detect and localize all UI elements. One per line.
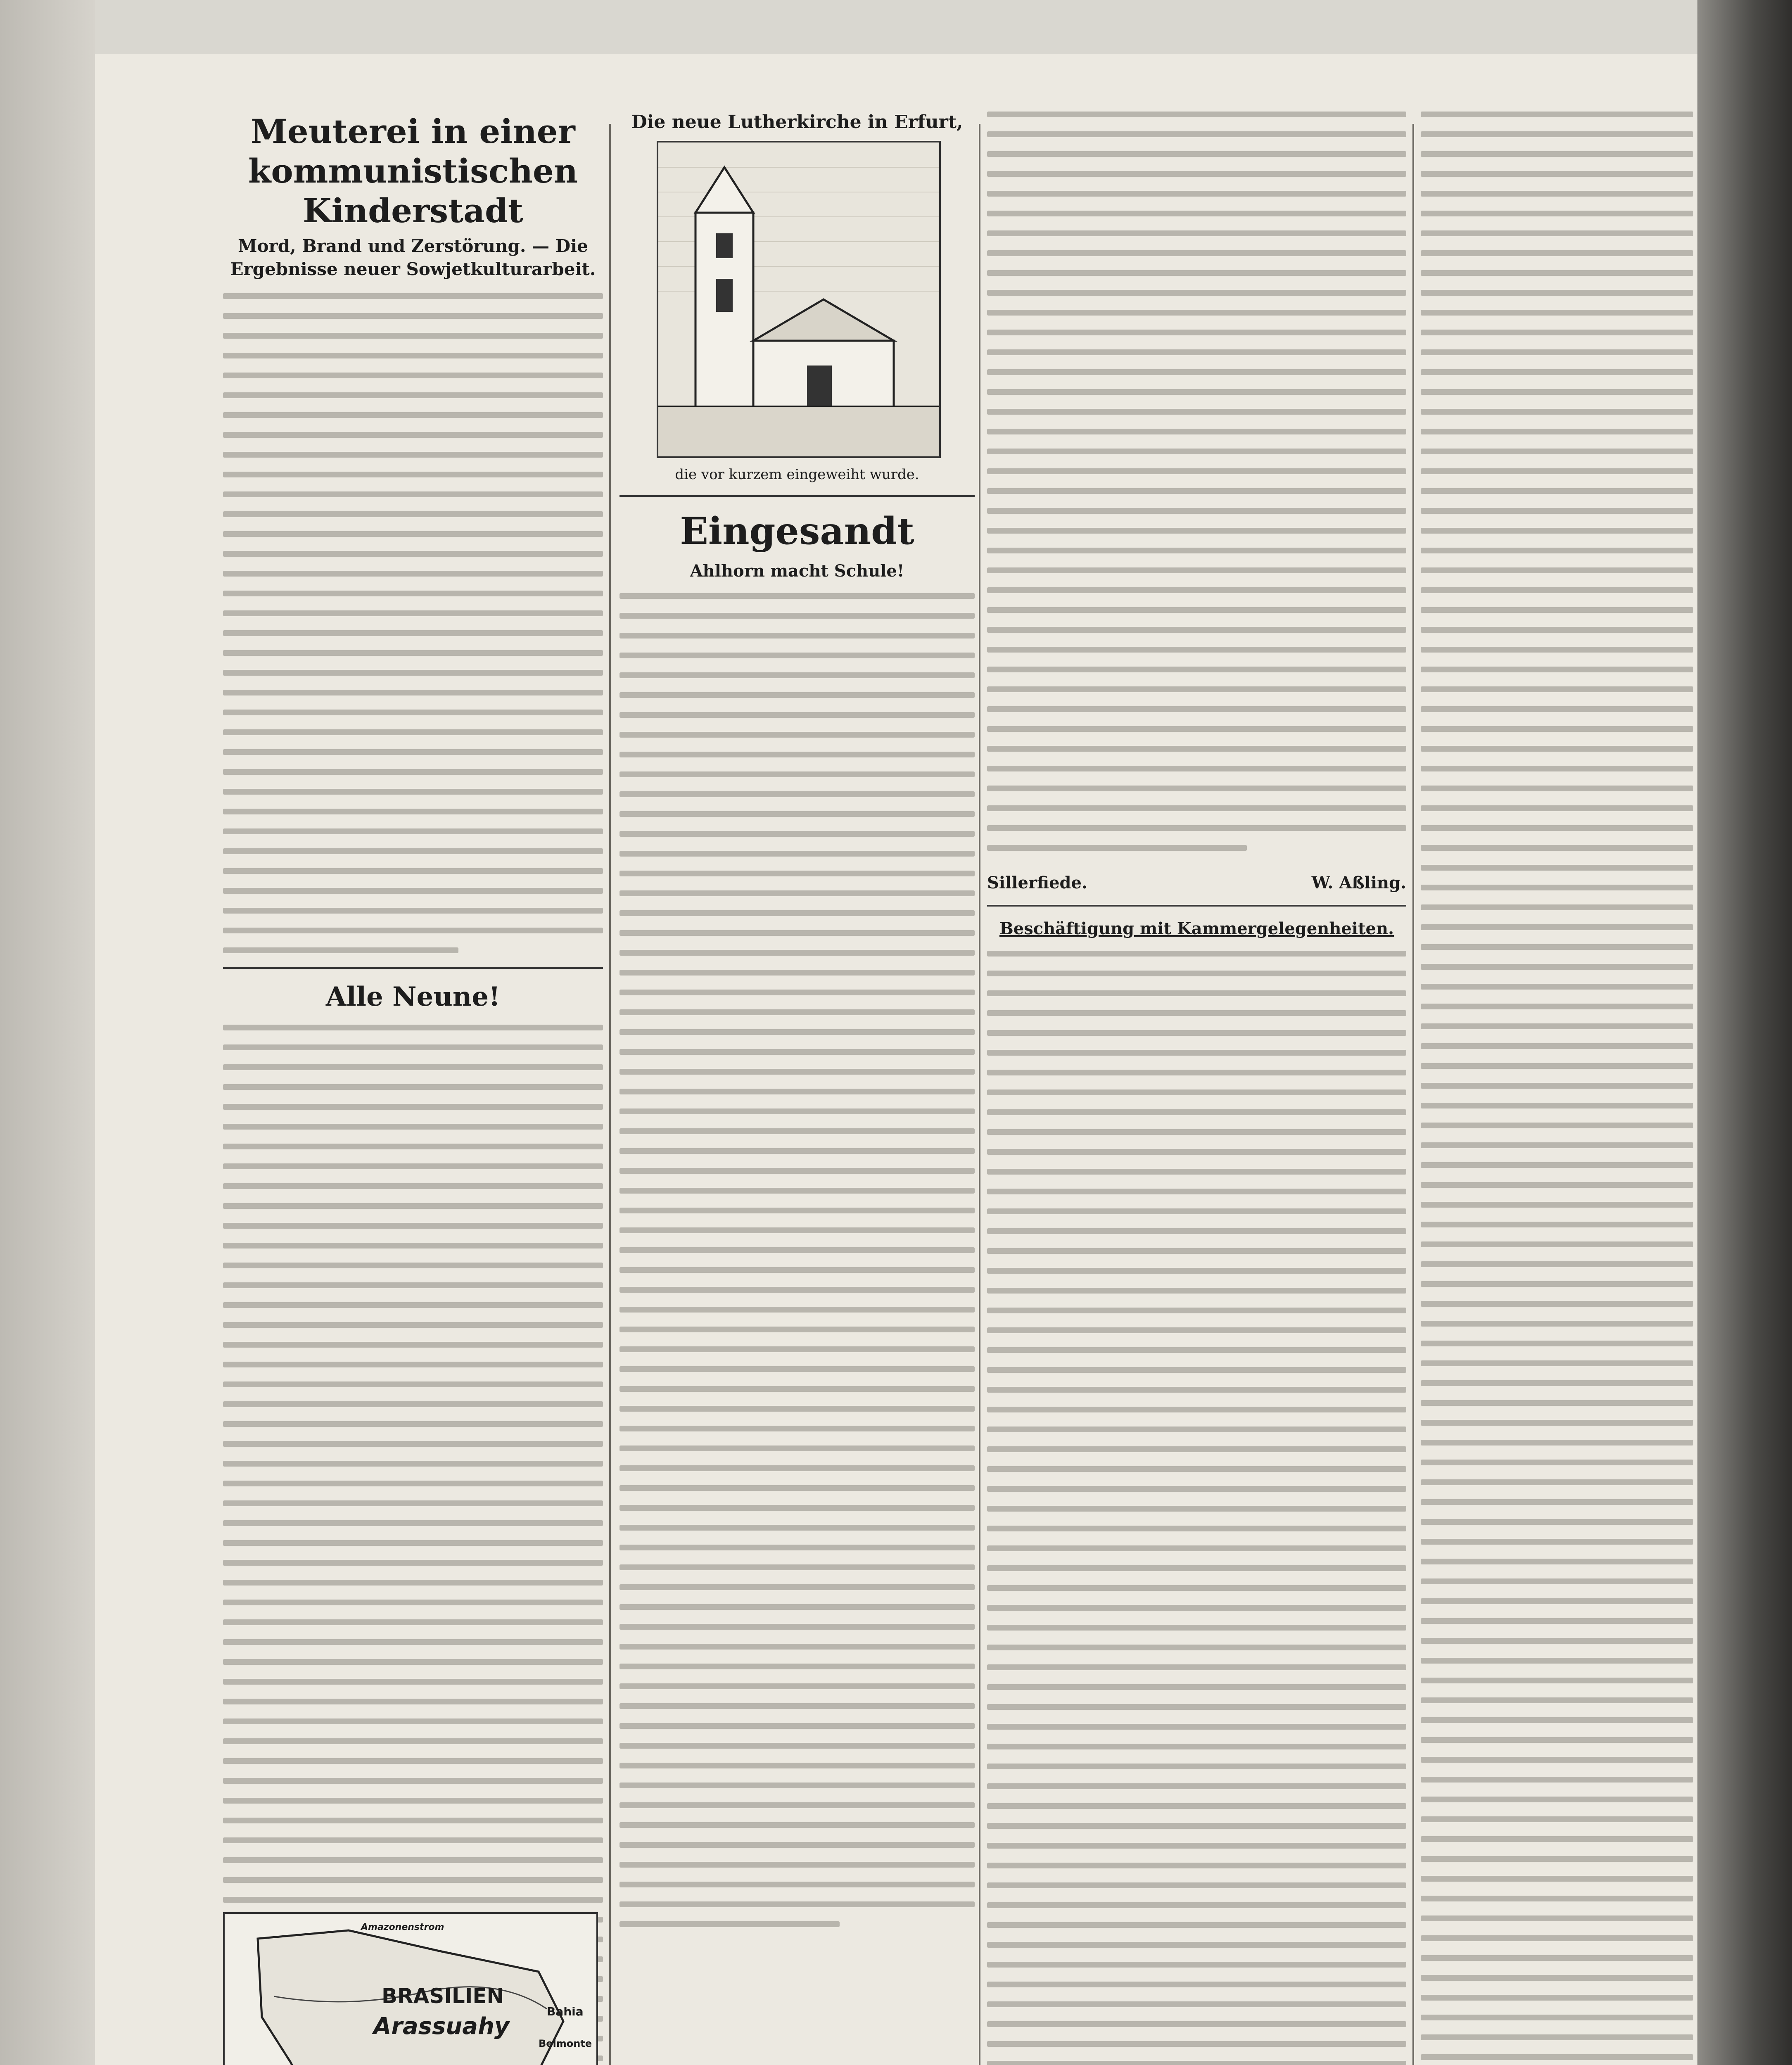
subheading-kammergelegenheiten: Beschäftigung mit Kammergelegenheiten. <box>999 919 1394 938</box>
section-rule <box>987 905 1406 907</box>
section-rule <box>619 495 975 497</box>
church-illustration <box>657 141 941 458</box>
figure-caption-lutherkirche: die vor kurzem eingeweiht wurde. <box>675 466 919 483</box>
sign-assling: W. Aßling. <box>1311 873 1406 892</box>
map-label-arassuahy: Arassuahy <box>373 2013 510 2040</box>
article-body-lines <box>223 1025 603 2065</box>
map-label-bahia: Bahia <box>547 2005 584 2018</box>
map-label-brasilien: BRASILIEN <box>382 1984 504 2008</box>
headline-meuterei: Meuterei in einer kommunistischen Kinderstadt <box>248 112 578 230</box>
map-label-amazonenstrom: Amazonenstrom <box>361 1922 444 1932</box>
column-2 <box>619 112 975 1941</box>
map-label-belmonte: Belmonte <box>539 2038 592 2049</box>
signature-row <box>987 865 1406 892</box>
article-body-lines <box>987 951 1406 2065</box>
church-drawing <box>658 142 939 456</box>
article-body-lines <box>987 112 1406 851</box>
column-1 <box>223 112 603 2065</box>
article-body-lines <box>223 293 603 953</box>
article-body-lines <box>1421 112 1693 2065</box>
article-body-lines <box>619 593 975 1927</box>
section-title-eingesandt: Eingesandt <box>680 509 914 553</box>
column-rule <box>1412 124 1414 2065</box>
section-title-alle-neune: Alle Neune! <box>325 981 501 1012</box>
column-4 <box>1421 112 1693 2065</box>
column-rule <box>609 124 611 2065</box>
section-rule <box>223 967 603 969</box>
column-rule <box>979 124 980 2065</box>
sign-sillerfiede: Sillerfiede. <box>987 873 1087 892</box>
subtitle-ahlhorn: Ahlhorn macht Schule! <box>690 561 904 581</box>
map-south-america <box>223 1912 598 2065</box>
subhead-meuterei: Mord, Brand und Zerstörung. — Die Ergebnisse neuer Sowjetkulturarbeit. <box>230 236 596 279</box>
page-edge-left <box>0 0 95 2065</box>
column-3 <box>987 112 1406 2065</box>
figure-title-lutherkirche: Die neue Lutherkirche in Erfurt, <box>631 112 963 133</box>
book-spine <box>1697 0 1792 2065</box>
